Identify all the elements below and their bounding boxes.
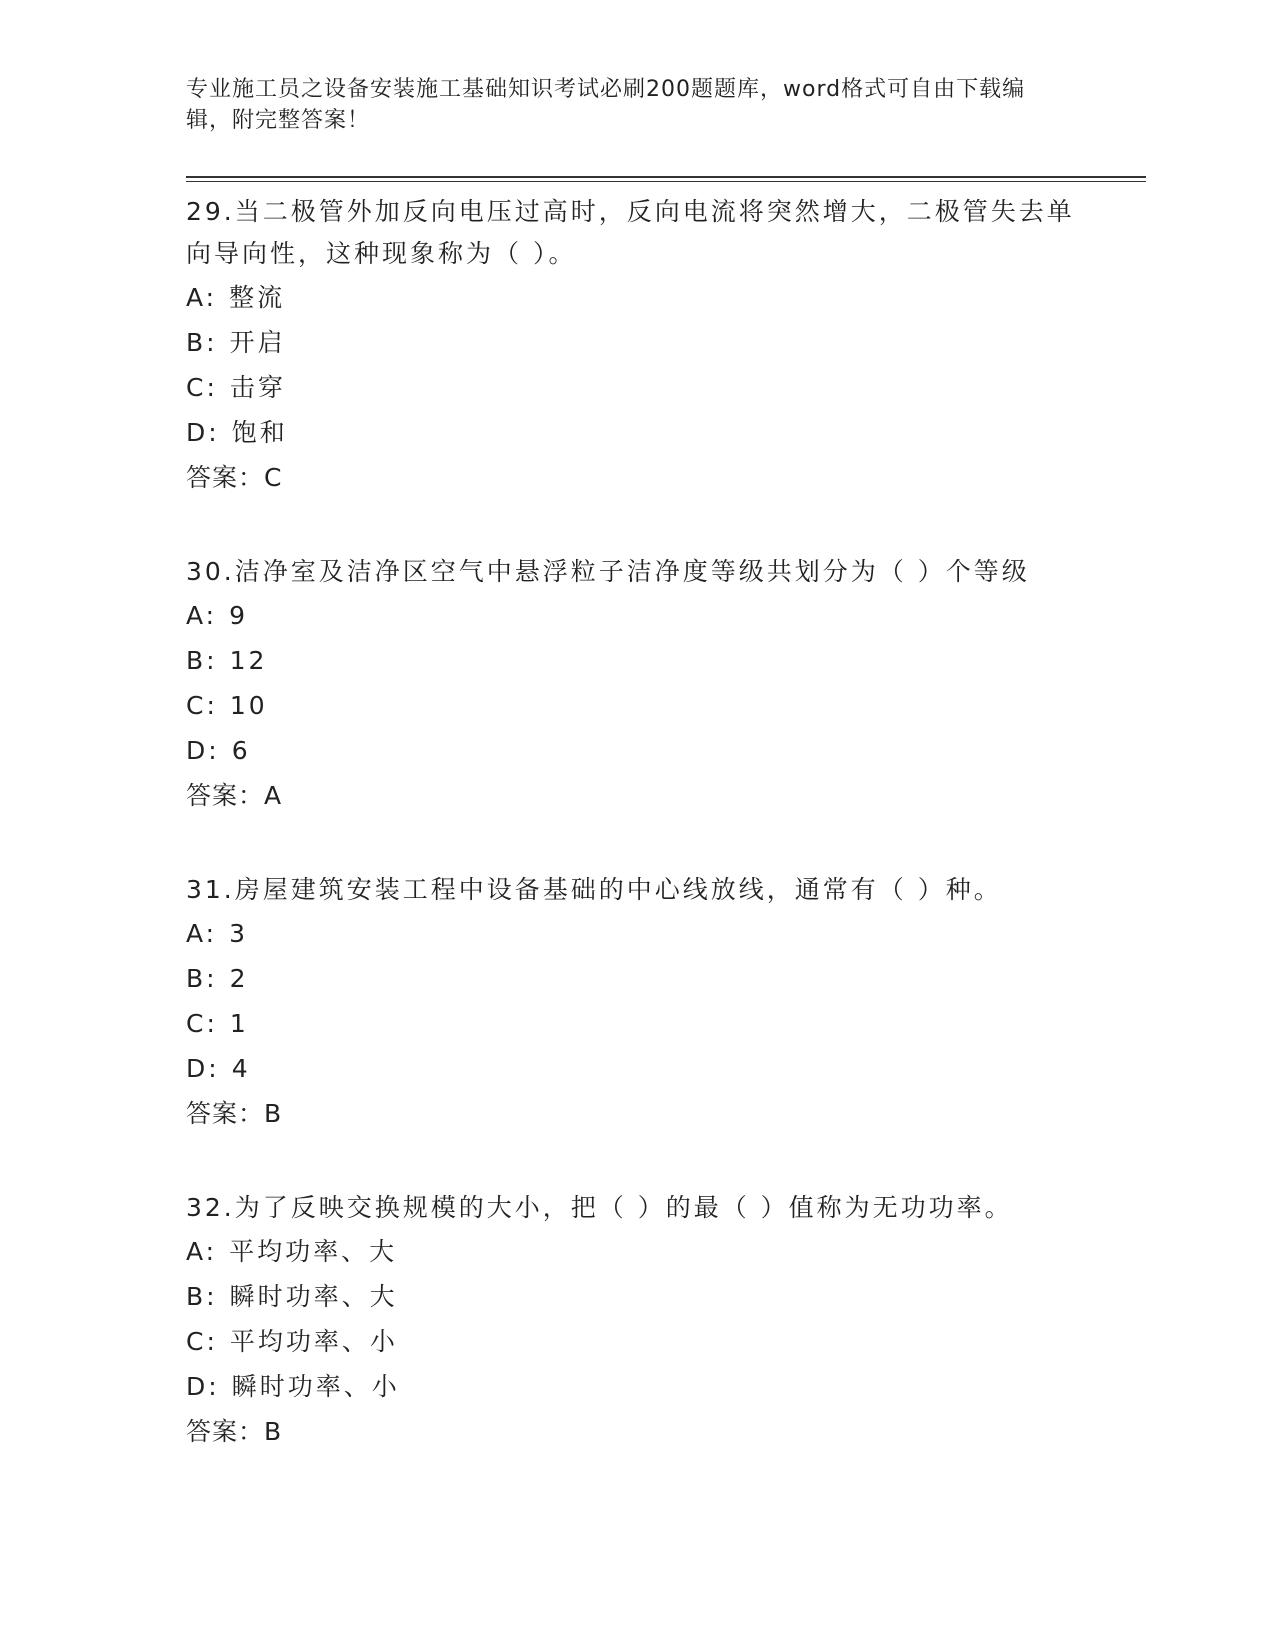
option-text: 开启: [229, 328, 286, 357]
option-b: [186, 638, 1086, 683]
question-text: 30.洁净室及洁净区空气中悬浮粒子洁净度等级共划分为（ ）个等级: [186, 557, 1030, 586]
option-text: 6: [231, 736, 251, 765]
question-29: [186, 191, 1086, 500]
option-text: 瞬时功率、小: [231, 1372, 400, 1401]
option-text: 10: [229, 691, 268, 720]
option-d: [186, 410, 1086, 455]
document-header: [186, 74, 1066, 136]
option-c: [186, 1319, 1086, 1364]
answer-line: 答案：A: [186, 781, 283, 810]
question-31: [186, 869, 1086, 1136]
question-text: 31.房屋建筑安装工程中设备基础的中心线放线，通常有（ ）种。: [186, 875, 1002, 904]
question-32: [186, 1187, 1086, 1454]
option-text: 12: [229, 646, 268, 675]
header-divider-thin: [186, 181, 1146, 182]
option-b: [186, 1274, 1086, 1319]
option-d: [186, 1046, 1086, 1091]
option-letter: B:: [186, 328, 218, 357]
question-text: 32.为了反映交换规模的大小，把（ ）的最（ ）值称为无功功率。: [186, 1193, 1013, 1222]
answer-line: 答案：B: [186, 1099, 283, 1128]
option-text: 击穿: [229, 373, 286, 402]
option-text: 整流: [229, 283, 286, 312]
option-text: 瞬时功率、大: [229, 1282, 398, 1311]
option-text: 2: [229, 964, 249, 993]
option-d: [186, 728, 1086, 773]
option-b: [186, 320, 1086, 365]
option-a: [186, 593, 1086, 638]
option-b: [186, 956, 1086, 1001]
option-letter: B:: [186, 646, 218, 675]
option-text: 平均功率、小: [229, 1327, 398, 1356]
question-30: [186, 551, 1086, 818]
option-letter: D:: [186, 418, 220, 447]
option-text: 3: [229, 919, 248, 948]
option-a: [186, 911, 1086, 956]
option-a: [186, 275, 1086, 320]
option-d: [186, 1364, 1086, 1409]
option-text: 平均功率、大: [229, 1237, 398, 1266]
option-letter: C:: [186, 1009, 218, 1038]
option-text: 9: [229, 601, 248, 630]
question-list: [186, 191, 1086, 1505]
option-letter: A:: [186, 283, 218, 312]
option-letter: C:: [186, 373, 218, 402]
option-letter: D:: [186, 736, 220, 765]
option-c: [186, 365, 1086, 410]
answer-line: 答案：B: [186, 1417, 283, 1446]
option-letter: A:: [186, 1237, 218, 1266]
option-letter: C:: [186, 691, 218, 720]
answer-line: 答案：C: [186, 463, 283, 492]
header-divider-thick: [186, 176, 1146, 178]
option-text: 4: [231, 1054, 251, 1083]
option-c: [186, 1001, 1086, 1046]
document-title: 专业施工员之设备安装施工基础知识考试必刷200题题库，word格式可自由下载编辑，附完整答案！: [186, 77, 1026, 133]
option-letter: A:: [186, 919, 218, 948]
question-text: 29.当二极管外加反向电压过高时，反向电流将突然增大，二极管失去单向导向性，这种现象称为（ ）。: [186, 197, 1075, 268]
option-letter: B:: [186, 964, 218, 993]
option-text: 1: [229, 1009, 249, 1038]
option-letter: B:: [186, 1282, 218, 1311]
option-text: 饱和: [231, 418, 288, 447]
option-letter: D:: [186, 1054, 220, 1083]
option-letter: A:: [186, 601, 218, 630]
option-letter: D:: [186, 1372, 220, 1401]
option-c: [186, 683, 1086, 728]
option-a: [186, 1229, 1086, 1274]
option-letter: C:: [186, 1327, 218, 1356]
